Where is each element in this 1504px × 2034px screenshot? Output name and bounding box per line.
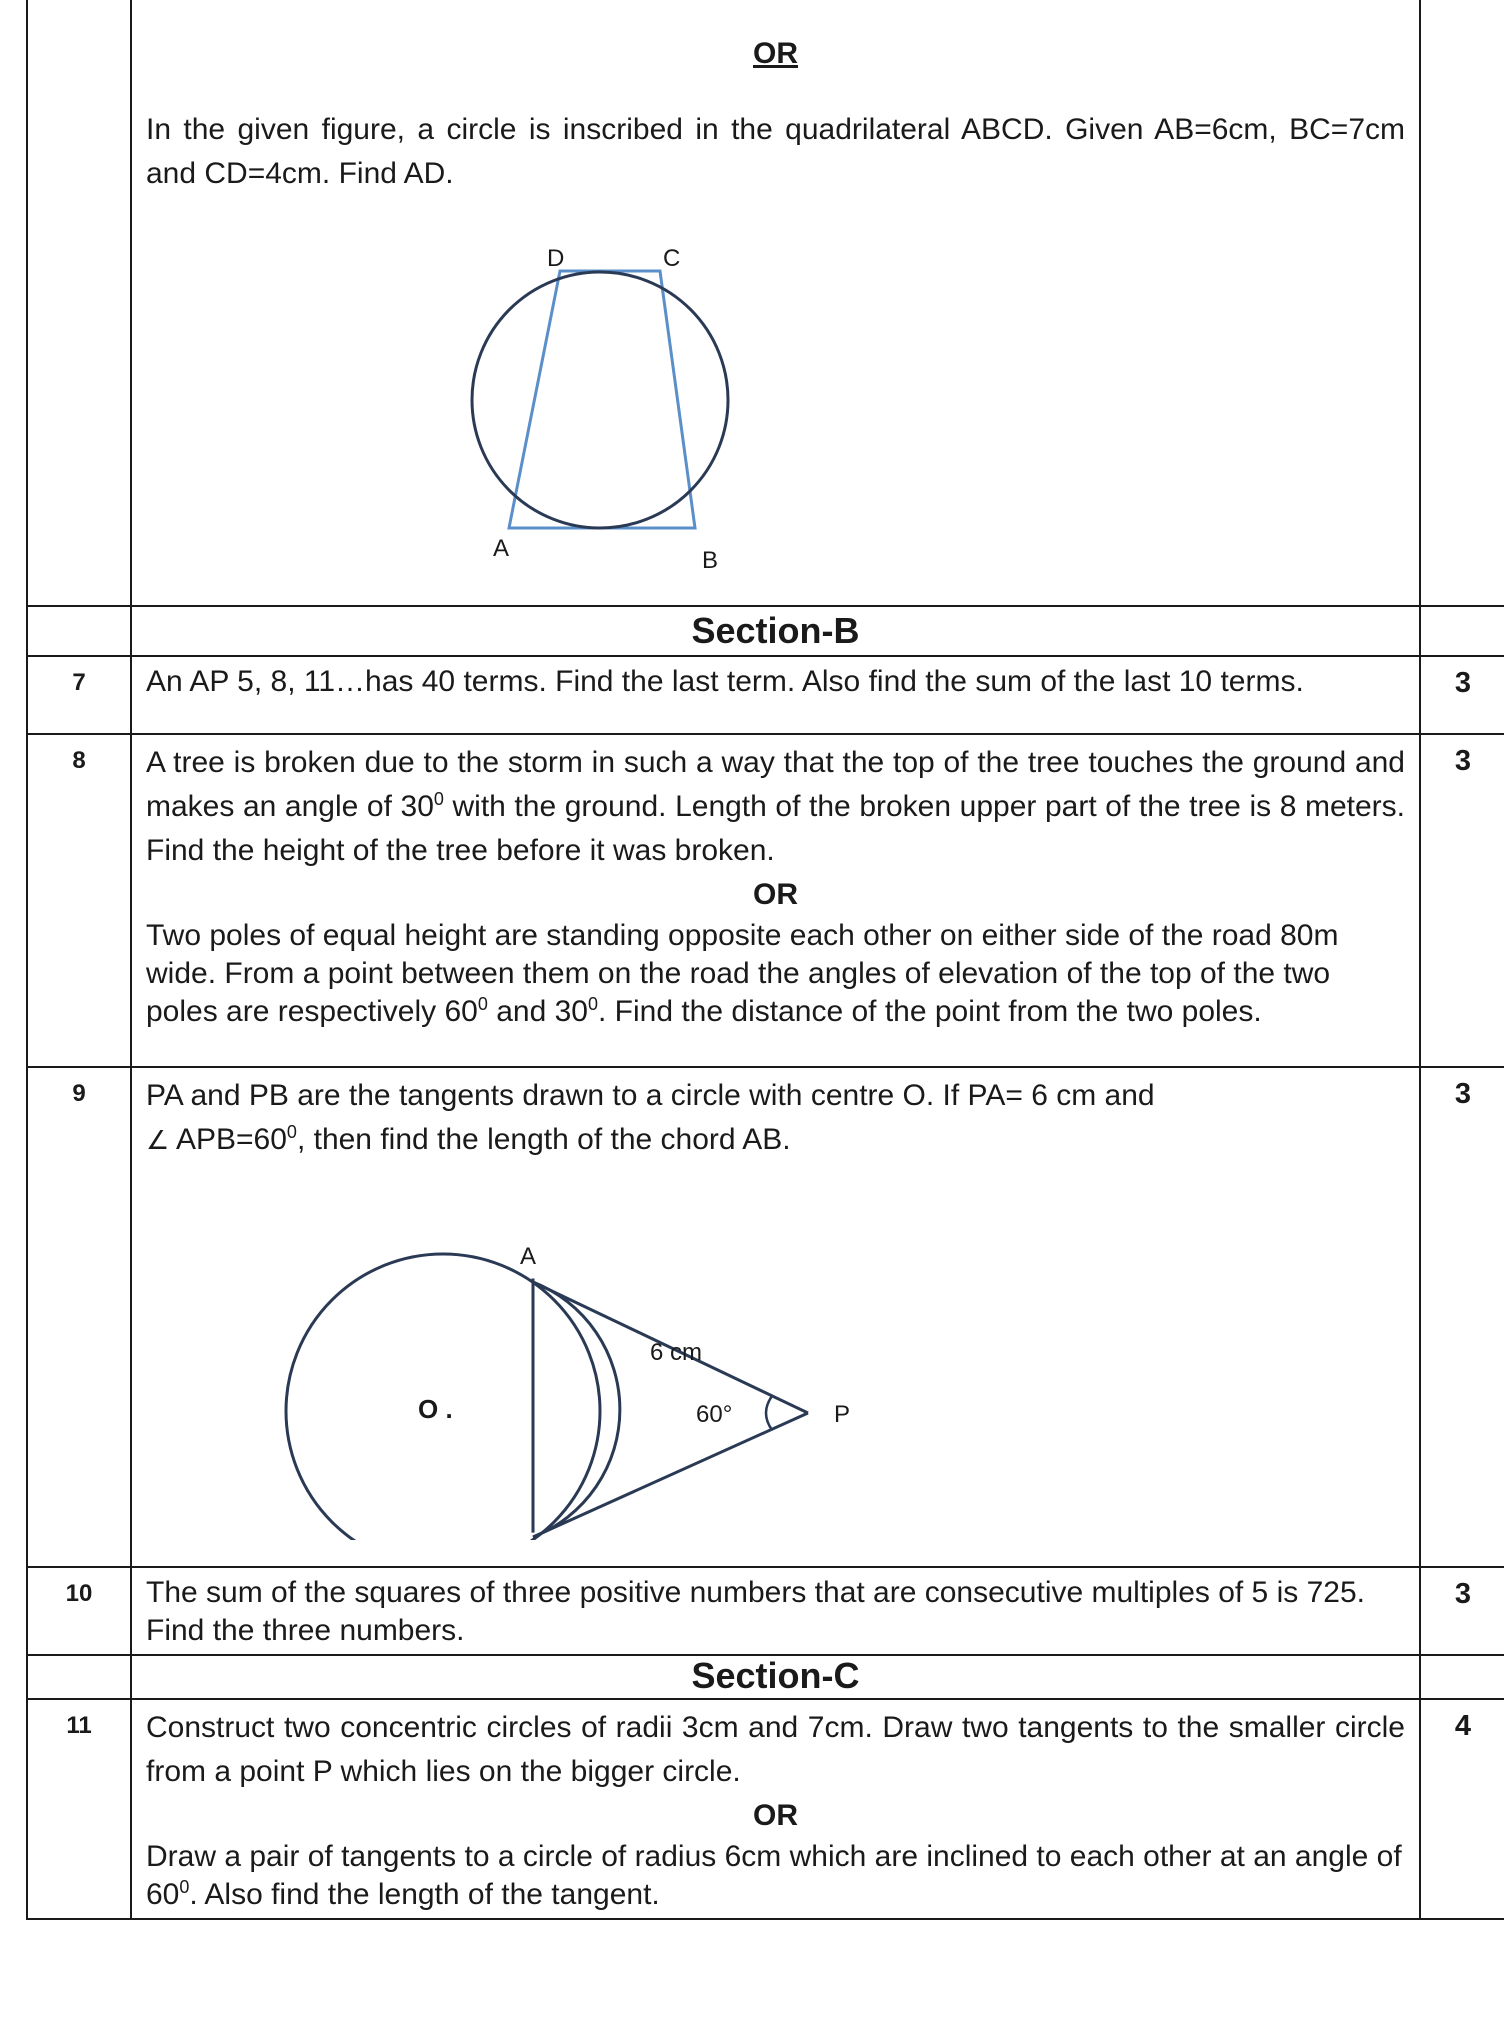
question-text: Construct two concentric circles of radii 3cm and 7cm. Draw two tangents to the smaller circle from a point P which lies on the bigger circle. — [146, 1711, 1405, 1788]
question-text: An AP 5, 8, 11…has 40 terms. Find the last term. Also find the sum of the last 10 terms. — [131, 656, 1420, 734]
empty-cell — [27, 1655, 131, 1699]
text-part: with the ground. Length of the broken upper part of the tree is 8 meters. Find the height of the tree before it was broken. — [146, 790, 1405, 867]
superscript: 0 — [587, 994, 598, 1014]
label-a: A — [520, 1243, 537, 1270]
question-row-9 — [27, 1067, 1504, 1567]
chord-arc — [533, 1282, 620, 1537]
question-number: 10 — [27, 1567, 131, 1655]
question-paper-table — [26, 0, 1504, 1920]
superscript: 0 — [477, 994, 488, 1014]
length-label-6cm: 6 cm — [650, 1339, 703, 1366]
question-number: 8 — [27, 734, 131, 1067]
tangent-pb — [533, 1413, 808, 1537]
question-text-cell — [131, 1067, 1420, 1567]
section-row-c — [27, 1655, 1504, 1699]
alternative-question-text — [146, 917, 1405, 1031]
superscript: 0 — [286, 1122, 297, 1142]
question-text-line-2 — [146, 1118, 1405, 1162]
text-part: and 30 — [487, 995, 588, 1028]
question-marks: 3 — [1420, 1067, 1504, 1567]
inscribed-circle — [472, 272, 728, 528]
text-part: , then find the length of the chord AB. — [296, 1123, 791, 1156]
text-part: Draw a pair of tangents to a circle of radius 6cm which are inclined to each other at an angle of 60 — [146, 1840, 1402, 1911]
empty-cell — [1420, 606, 1504, 656]
or-label: OR — [753, 37, 798, 70]
question-row-7 — [27, 656, 1504, 734]
tangents-figure — [252, 1180, 852, 1540]
question-text: The sum of the squares of three positive numbers that are consecutive multiples of 5 is 725. Find the three numbers. — [131, 1567, 1420, 1655]
question-number-cell — [27, 0, 131, 606]
question-row-8 — [27, 734, 1504, 1067]
question-text — [146, 741, 1405, 873]
question-text-cell — [131, 0, 1420, 606]
superscript: 0 — [433, 789, 444, 809]
question-row-11 — [27, 1699, 1504, 1919]
label-a: A — [493, 535, 510, 562]
section-row-b — [27, 606, 1504, 656]
text-part: . Also find the length of the tangent. — [189, 1878, 660, 1911]
text-part: Two poles of equal height are standing opposite each other on either side of the road 80m wide. From a point between them on the road the angles of elevation of the top of the two poles are respectively 60 — [146, 919, 1339, 1028]
inscribed-quadrilateral-figure — [467, 238, 867, 578]
label-d: D — [547, 245, 565, 272]
superscript: 0 — [179, 1877, 190, 1897]
text-part: APB=60 — [169, 1123, 287, 1156]
question-text: In the given figure, a circle is inscribed in the quadrilateral ABCD. Given AB=6cm, BC=7cm and CD=4cm. Find AD. — [146, 113, 1405, 190]
question-number: 9 — [27, 1067, 131, 1567]
label-p: P — [834, 1401, 851, 1428]
or-label: OR — [753, 878, 798, 911]
angle-label-60: 60° — [696, 1401, 733, 1428]
question-text-line-1: PA and PB are the tangents drawn to a circle with centre O. If PA= 6 cm and — [146, 1079, 1155, 1112]
text-part: . Find the distance of the point from the two poles. — [597, 995, 1262, 1028]
quadrilateral-abcd — [509, 271, 695, 528]
angle-symbol: ∠ — [146, 1125, 170, 1155]
label-c: C — [663, 245, 681, 272]
question-marks: 4 — [1420, 1699, 1504, 1919]
question-text-cell — [131, 734, 1420, 1067]
text-part: A tree is broken due to the storm in such a way that the top of the tree touches the ground and makes an angle of 30 — [146, 746, 1405, 823]
question-number: 7 — [27, 656, 131, 734]
angle-arc — [766, 1396, 772, 1430]
section-title: Section-B — [131, 606, 1420, 656]
section-title: Section-C — [131, 1655, 1420, 1699]
question-marks: 3 — [1420, 1567, 1504, 1655]
marks-cell — [1420, 0, 1504, 606]
question-row-10 — [27, 1567, 1504, 1655]
empty-cell — [1420, 1655, 1504, 1699]
or-label: OR — [753, 1799, 798, 1832]
question-marks: 3 — [1420, 734, 1504, 1067]
label-b: B — [702, 547, 719, 574]
empty-cell — [27, 606, 131, 656]
question-text-cell — [131, 1699, 1420, 1919]
question-row-6-or — [27, 0, 1504, 606]
question-number: 11 — [27, 1699, 131, 1919]
question-marks: 3 — [1420, 656, 1504, 734]
label-o: O . — [418, 1394, 453, 1424]
alternative-question-text — [146, 1838, 1405, 1914]
